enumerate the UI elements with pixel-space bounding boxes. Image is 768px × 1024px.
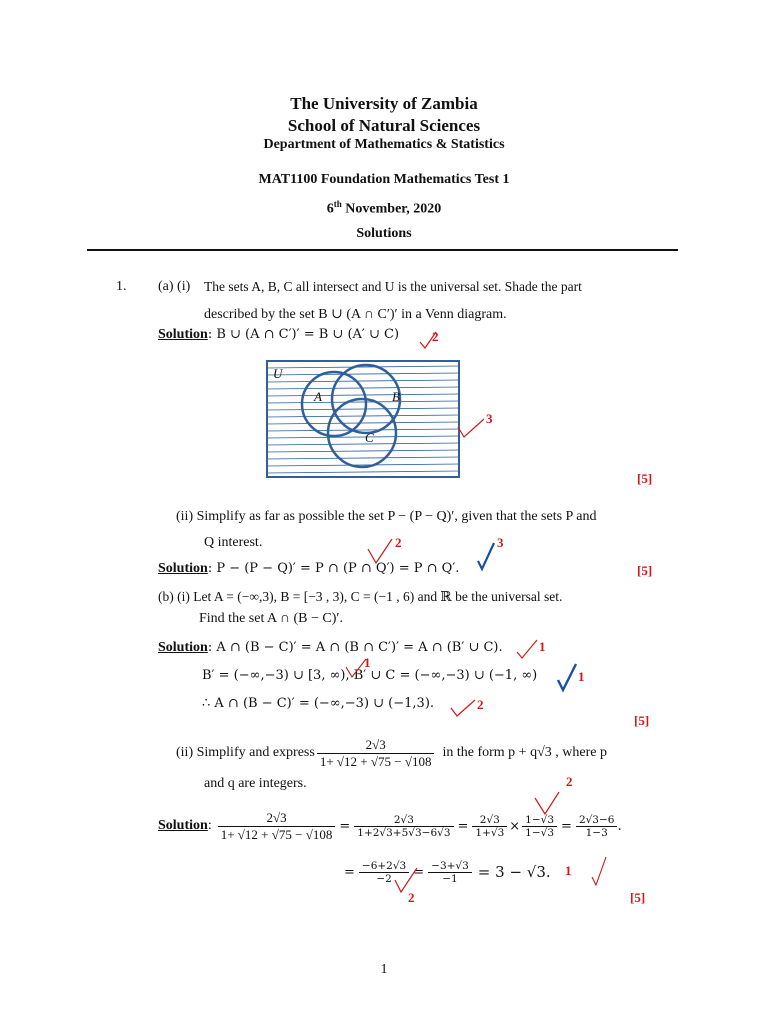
q1b-ii-text-2: and q are integers. bbox=[204, 776, 307, 791]
mark: 2 bbox=[566, 774, 573, 789]
q1b-i-text-1: (b) (i) Let A = (−∞,3), B = [−3 , 3), C = (−1 , 6) and ℝ be the universal set. bbox=[158, 589, 563, 604]
test-date: 6th November, 2020 bbox=[326, 199, 442, 217]
venn-label-b: B bbox=[392, 389, 400, 404]
header-rule bbox=[87, 249, 678, 251]
q1a-i-prefix: (a) (i) bbox=[158, 279, 191, 294]
marks-total: [5] bbox=[637, 471, 653, 486]
venn-label-c: C bbox=[365, 430, 374, 445]
red-tick-icon bbox=[456, 417, 486, 439]
school-name: School of Natural Sciences bbox=[287, 116, 481, 135]
mark: 2 bbox=[432, 329, 439, 344]
venn-diagram bbox=[266, 360, 460, 478]
red-tick-icon bbox=[449, 698, 477, 718]
mark: 1 bbox=[364, 655, 371, 670]
mark: 1 bbox=[565, 863, 572, 878]
q1a-ii-text-1: (ii) Simplify as far as possible the set P − (P − Q)′, given that the sets P and bbox=[176, 509, 597, 524]
marks-total: [5] bbox=[637, 563, 653, 578]
fraction: $\frac{2√3}{1+2√3+5√3-6√3}$ bbox=[354, 814, 453, 839]
question-fraction: $\frac{2√3}{1+ √12 + √75 - √108}$ bbox=[317, 737, 435, 770]
mark: 2 bbox=[395, 535, 402, 550]
q1b-ii-question: (ii) Simplify and express $\frac{2√3}{1+ √12 + √75 - √108}$ in the form p + q√3 , where p bbox=[176, 736, 607, 769]
fraction: $\frac{-6+2√3}{-2}$ bbox=[359, 860, 409, 885]
venn-label-u: U bbox=[273, 366, 283, 381]
marks-total: [5] bbox=[630, 890, 646, 905]
q1b-i-step-2: B′ = (−∞,−3) ∪ [3, ∞), B′ ∪ C = (−∞,−3) ∪ (−1, ∞) bbox=[202, 668, 538, 683]
q1b-i-solution: Solution: A ∩ (B − C)′ = A ∩ (B ∩ C′)′ = A ∩ (B′ ∪ C). bbox=[158, 640, 503, 655]
fraction: $\frac{2√3-6}{1-3}$ bbox=[576, 814, 618, 839]
q1a-i-text-2: described by the set B ∪ (A ∩ C′)′ in a Venn diagram. bbox=[204, 307, 507, 322]
red-tick-icon bbox=[393, 866, 419, 894]
q1b-ii-solution-line-2: = $\frac{-6+2√3}{-2}$ = $\frac{-3+√3}{-1}$ = 3 − √3. bbox=[344, 859, 551, 885]
blue-tick-icon bbox=[476, 541, 496, 571]
department-name: Department of Mathematics & Statistics bbox=[263, 137, 505, 152]
mark: 3 bbox=[486, 411, 493, 426]
mark: 3 bbox=[497, 535, 504, 550]
mark: 2 bbox=[408, 890, 415, 905]
page-number: 1 bbox=[380, 962, 388, 977]
fraction: $\frac{-3+√3}{-1}$ bbox=[428, 860, 472, 885]
fraction: $\frac{2√3}{1+√3}$ bbox=[472, 814, 507, 839]
q1a-ii-solution: Solution: P − (P − Q)′ = P ∩ (P ∩ Q′) = P ∩ Q′. bbox=[158, 561, 460, 576]
marks-total: [5] bbox=[634, 713, 650, 728]
q1a-i-solution: Solution: B ∪ (A ∩ C′)′ = B ∪ (A′ ∪ C) bbox=[158, 327, 400, 342]
q1a-i-text-1: The sets A, B, C all intersect and U is the universal set. Shade the part bbox=[204, 279, 582, 294]
red-tick-icon bbox=[515, 638, 539, 660]
q1b-i-step-3: ∴ A ∩ (B − C)′ = (−∞,−3) ∪ (−1,3). bbox=[202, 696, 435, 711]
fraction: $\frac{1-√3}{1-√3}$ bbox=[522, 814, 557, 839]
mark: 1 bbox=[539, 639, 546, 654]
mark: 1 bbox=[578, 669, 585, 684]
fraction: $\frac{2√3}{1+ √12 + √75 - √108}$ bbox=[218, 810, 336, 843]
course-title: MAT1100 Foundation Mathematics Test 1 bbox=[258, 172, 510, 187]
q1a-ii-text-2: Q interest. bbox=[204, 535, 263, 550]
red-tick-icon bbox=[590, 855, 610, 887]
university-name: The University of Zambia bbox=[290, 94, 478, 113]
doc-type: Solutions bbox=[356, 226, 412, 241]
q1b-i-text-2: Find the set A ∩ (B − C)′. bbox=[199, 611, 343, 626]
q1b-ii-solution-line-1: Solution : $\frac{2√3}{1+ √12 + √75 - √108}$ = $\frac{2√3}{1+2√3+5√3-6√3}$ = $\frac{2√3}{1+√3}$ × $\frac{1-√3}{1-√3}$ = $\frac{2√3-6}{1-3}$ . bbox=[158, 809, 622, 842]
question-number: 1. bbox=[116, 279, 127, 294]
mark: 2 bbox=[477, 697, 484, 712]
blue-tick-icon bbox=[556, 662, 578, 692]
venn-label-a: A bbox=[314, 389, 322, 404]
